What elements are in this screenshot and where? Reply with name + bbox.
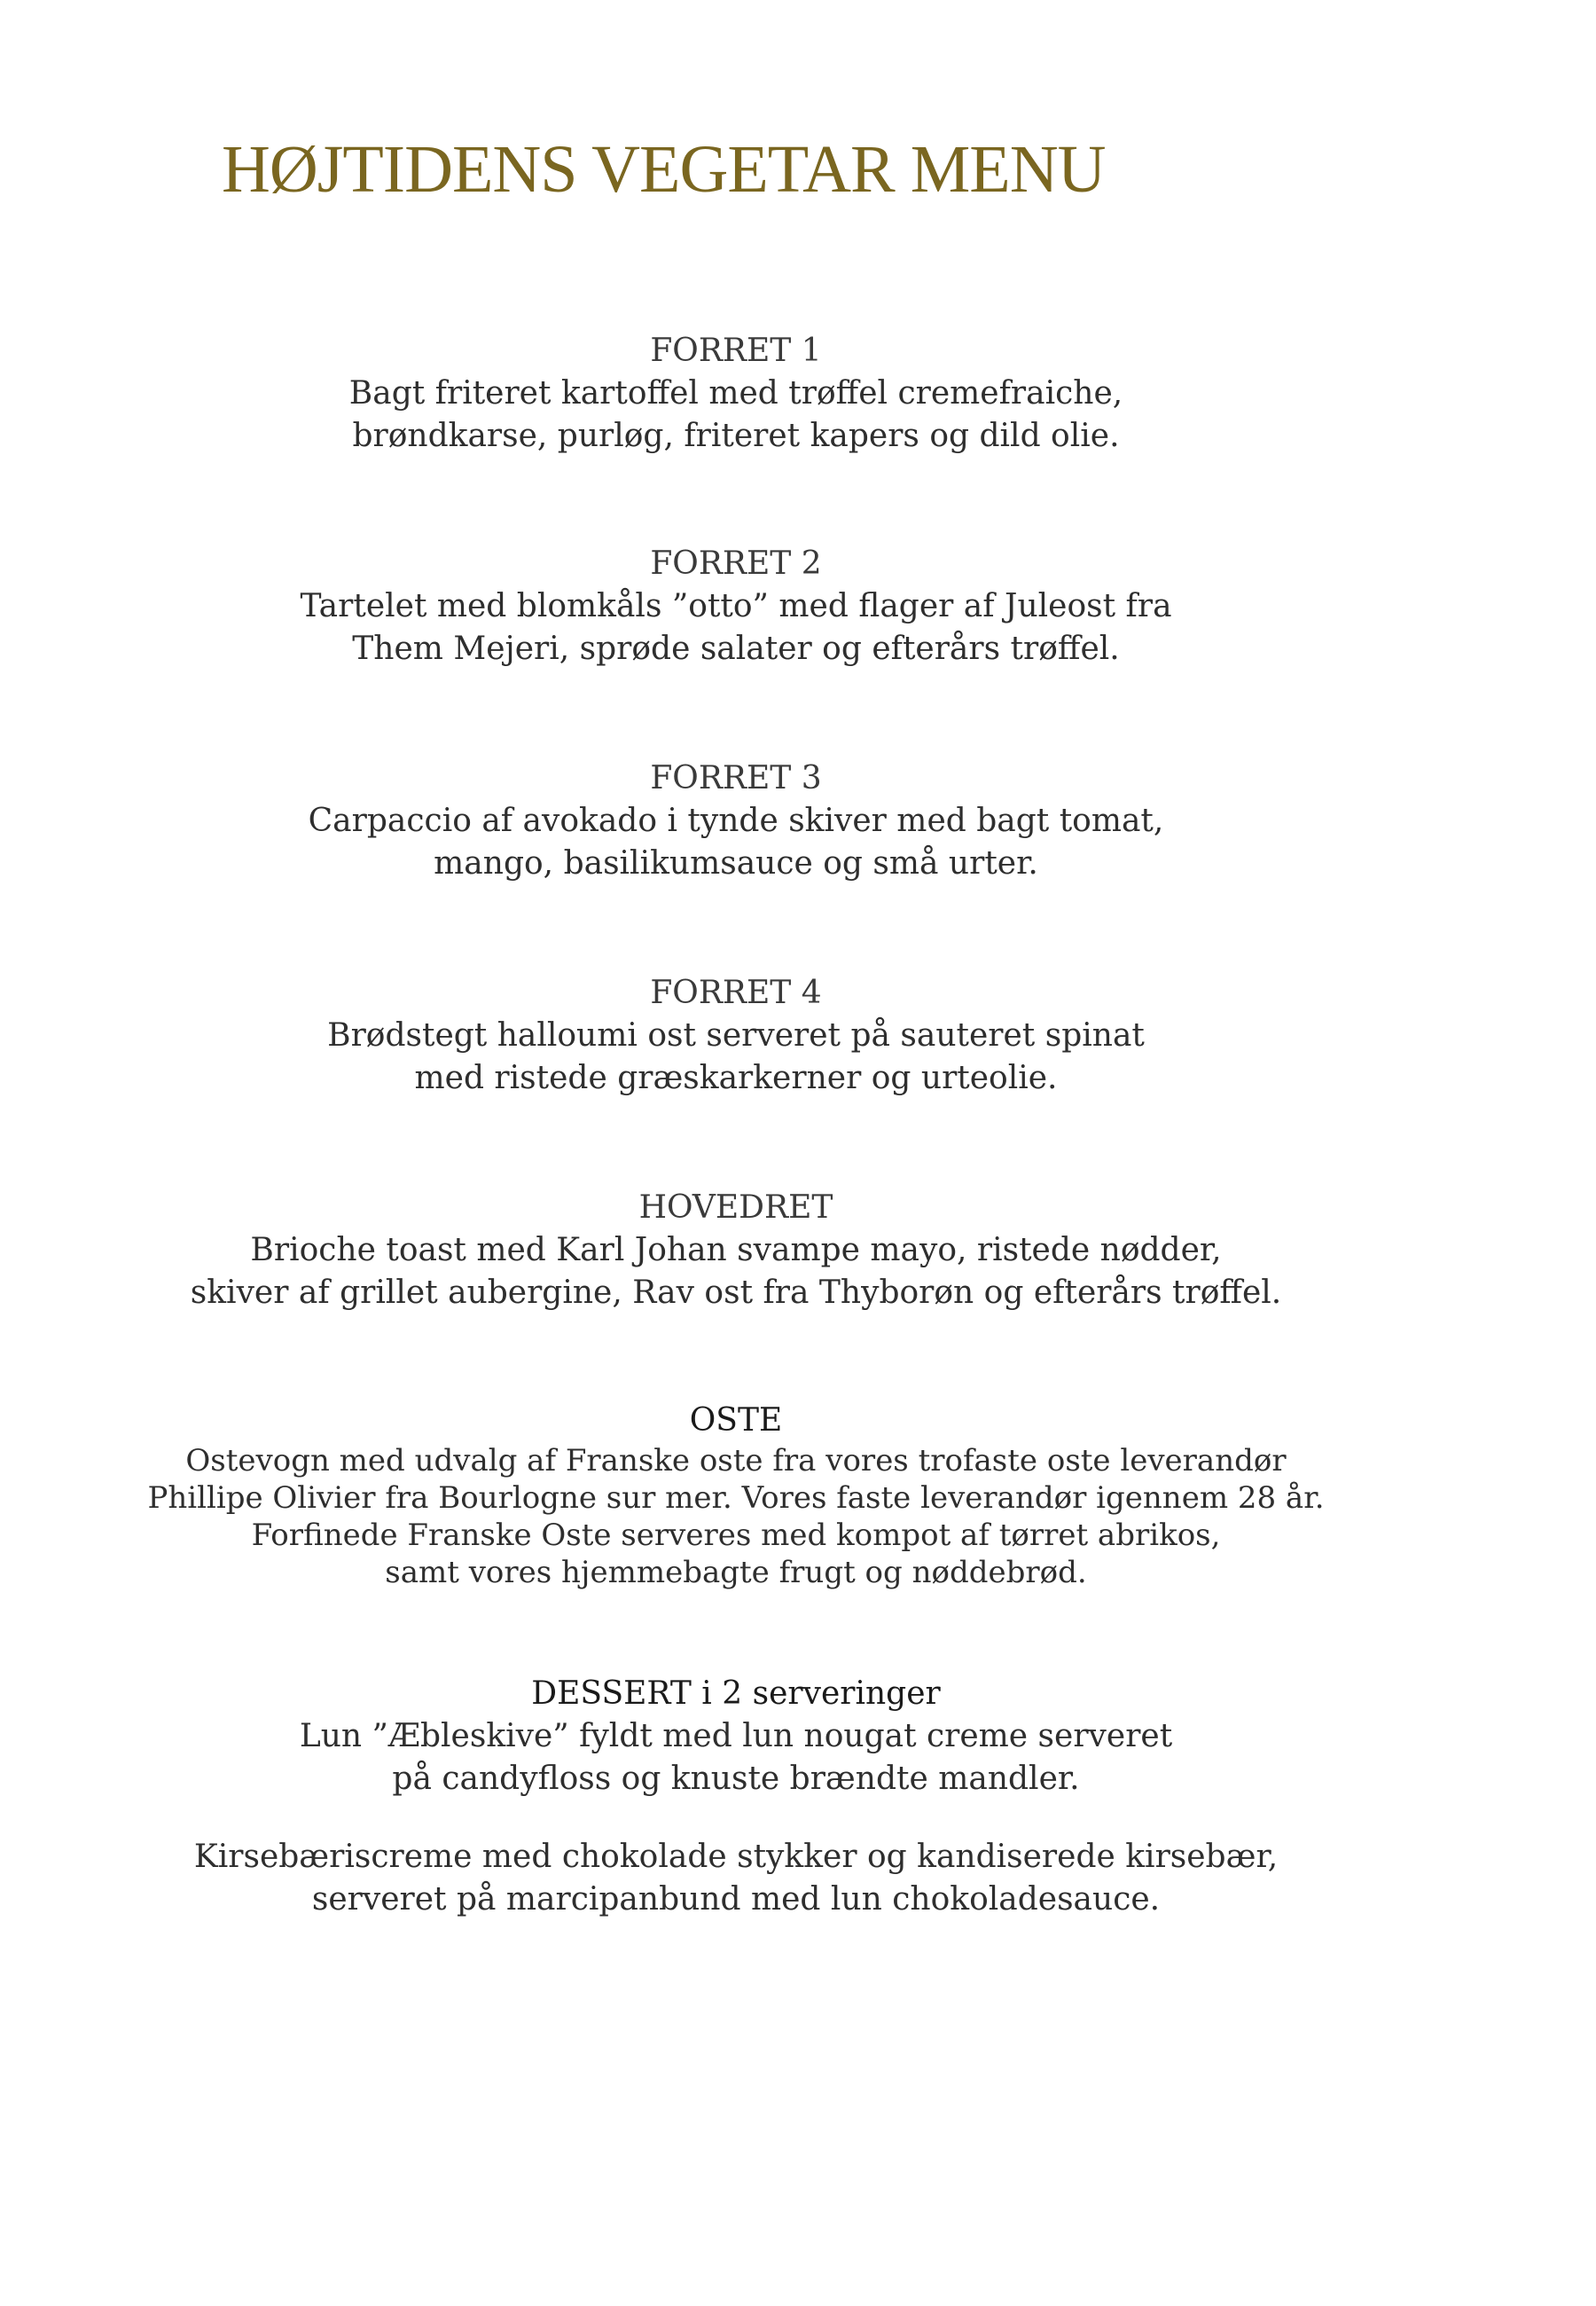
course-description-line: Kirsebæriscreme med chokolade stykker og kandiserede kirsebær, bbox=[193, 1839, 1279, 1875]
course-heading: HOVEDRET bbox=[638, 1189, 833, 1226]
course-description-line: på candyfloss og knuste brændte mandler. bbox=[392, 1761, 1080, 1797]
spacer bbox=[0, 1800, 1472, 1836]
course-heading: DESSERT i 2 serveringer bbox=[531, 1675, 941, 1712]
course-description-line: med ristede græskarkerner og urteolie. bbox=[414, 1060, 1058, 1096]
course-heading: FORRET 3 bbox=[650, 760, 822, 796]
course-dessert bbox=[0, 1673, 1472, 1921]
course-description-line: skiver af grillet aubergine, Rav ost fra Thyborøn og efterårs trøffel. bbox=[190, 1275, 1282, 1311]
course-forret-2 bbox=[0, 543, 1472, 671]
course-description-line: Carpaccio af avokado i tynde skiver med bagt tomat, bbox=[308, 803, 1164, 839]
course-forret-1 bbox=[0, 330, 1472, 458]
course-forret-3 bbox=[0, 757, 1472, 885]
course-heading: FORRET 4 bbox=[650, 975, 822, 1011]
course-heading: FORRET 1 bbox=[650, 333, 822, 369]
course-description-line: Them Mejeri, sprøde salater og efterårs trøffel. bbox=[352, 631, 1120, 667]
course-hovedret bbox=[0, 1187, 1472, 1314]
course-description-line: Brødstegt halloumi ost serveret på sauteret spinat bbox=[327, 1017, 1145, 1054]
course-description-line: Forfinede Franske Oste serveres med kompot af tørret abrikos, bbox=[251, 1518, 1221, 1553]
course-description-line: mango, basilikumsauce og små urter. bbox=[434, 845, 1038, 882]
course-description-line: Tartelet med blomkåls ”otto” med flager af Juleost fra bbox=[300, 588, 1172, 624]
course-description-line: Bagt friteret kartoffel med trøffel cremefraiche, bbox=[348, 375, 1123, 412]
course-forret-4 bbox=[0, 972, 1472, 1100]
course-description-line: samt vores hjemmebagte frugt og nøddebrød. bbox=[385, 1555, 1087, 1590]
menu-title: HØJTIDENS VEGETAR MENU bbox=[222, 132, 1106, 207]
course-heading: FORRET 2 bbox=[650, 545, 822, 582]
course-heading: OSTE bbox=[689, 1402, 783, 1439]
course-description-line: Phillipe Olivier fra Bourlogne sur mer. Vores faste leverandør igennem 28 år. bbox=[147, 1480, 1325, 1516]
course-description-line: brøndkarse, purløg, friteret kapers og dild olie. bbox=[352, 418, 1120, 454]
course-description-line: Ostevogn med udvalg af Franske oste fra vores trofaste oste leverandør bbox=[185, 1443, 1287, 1479]
course-description-line: Brioche toast med Karl Johan svampe mayo, ristede nødder, bbox=[250, 1232, 1222, 1268]
course-oste bbox=[0, 1400, 1472, 1591]
course-description-line: Lun ”Æbleskive” fyldt med lun nougat creme serveret bbox=[299, 1718, 1173, 1754]
course-description-line: serveret på marcipanbund med lun chokoladesauce. bbox=[311, 1881, 1161, 1918]
